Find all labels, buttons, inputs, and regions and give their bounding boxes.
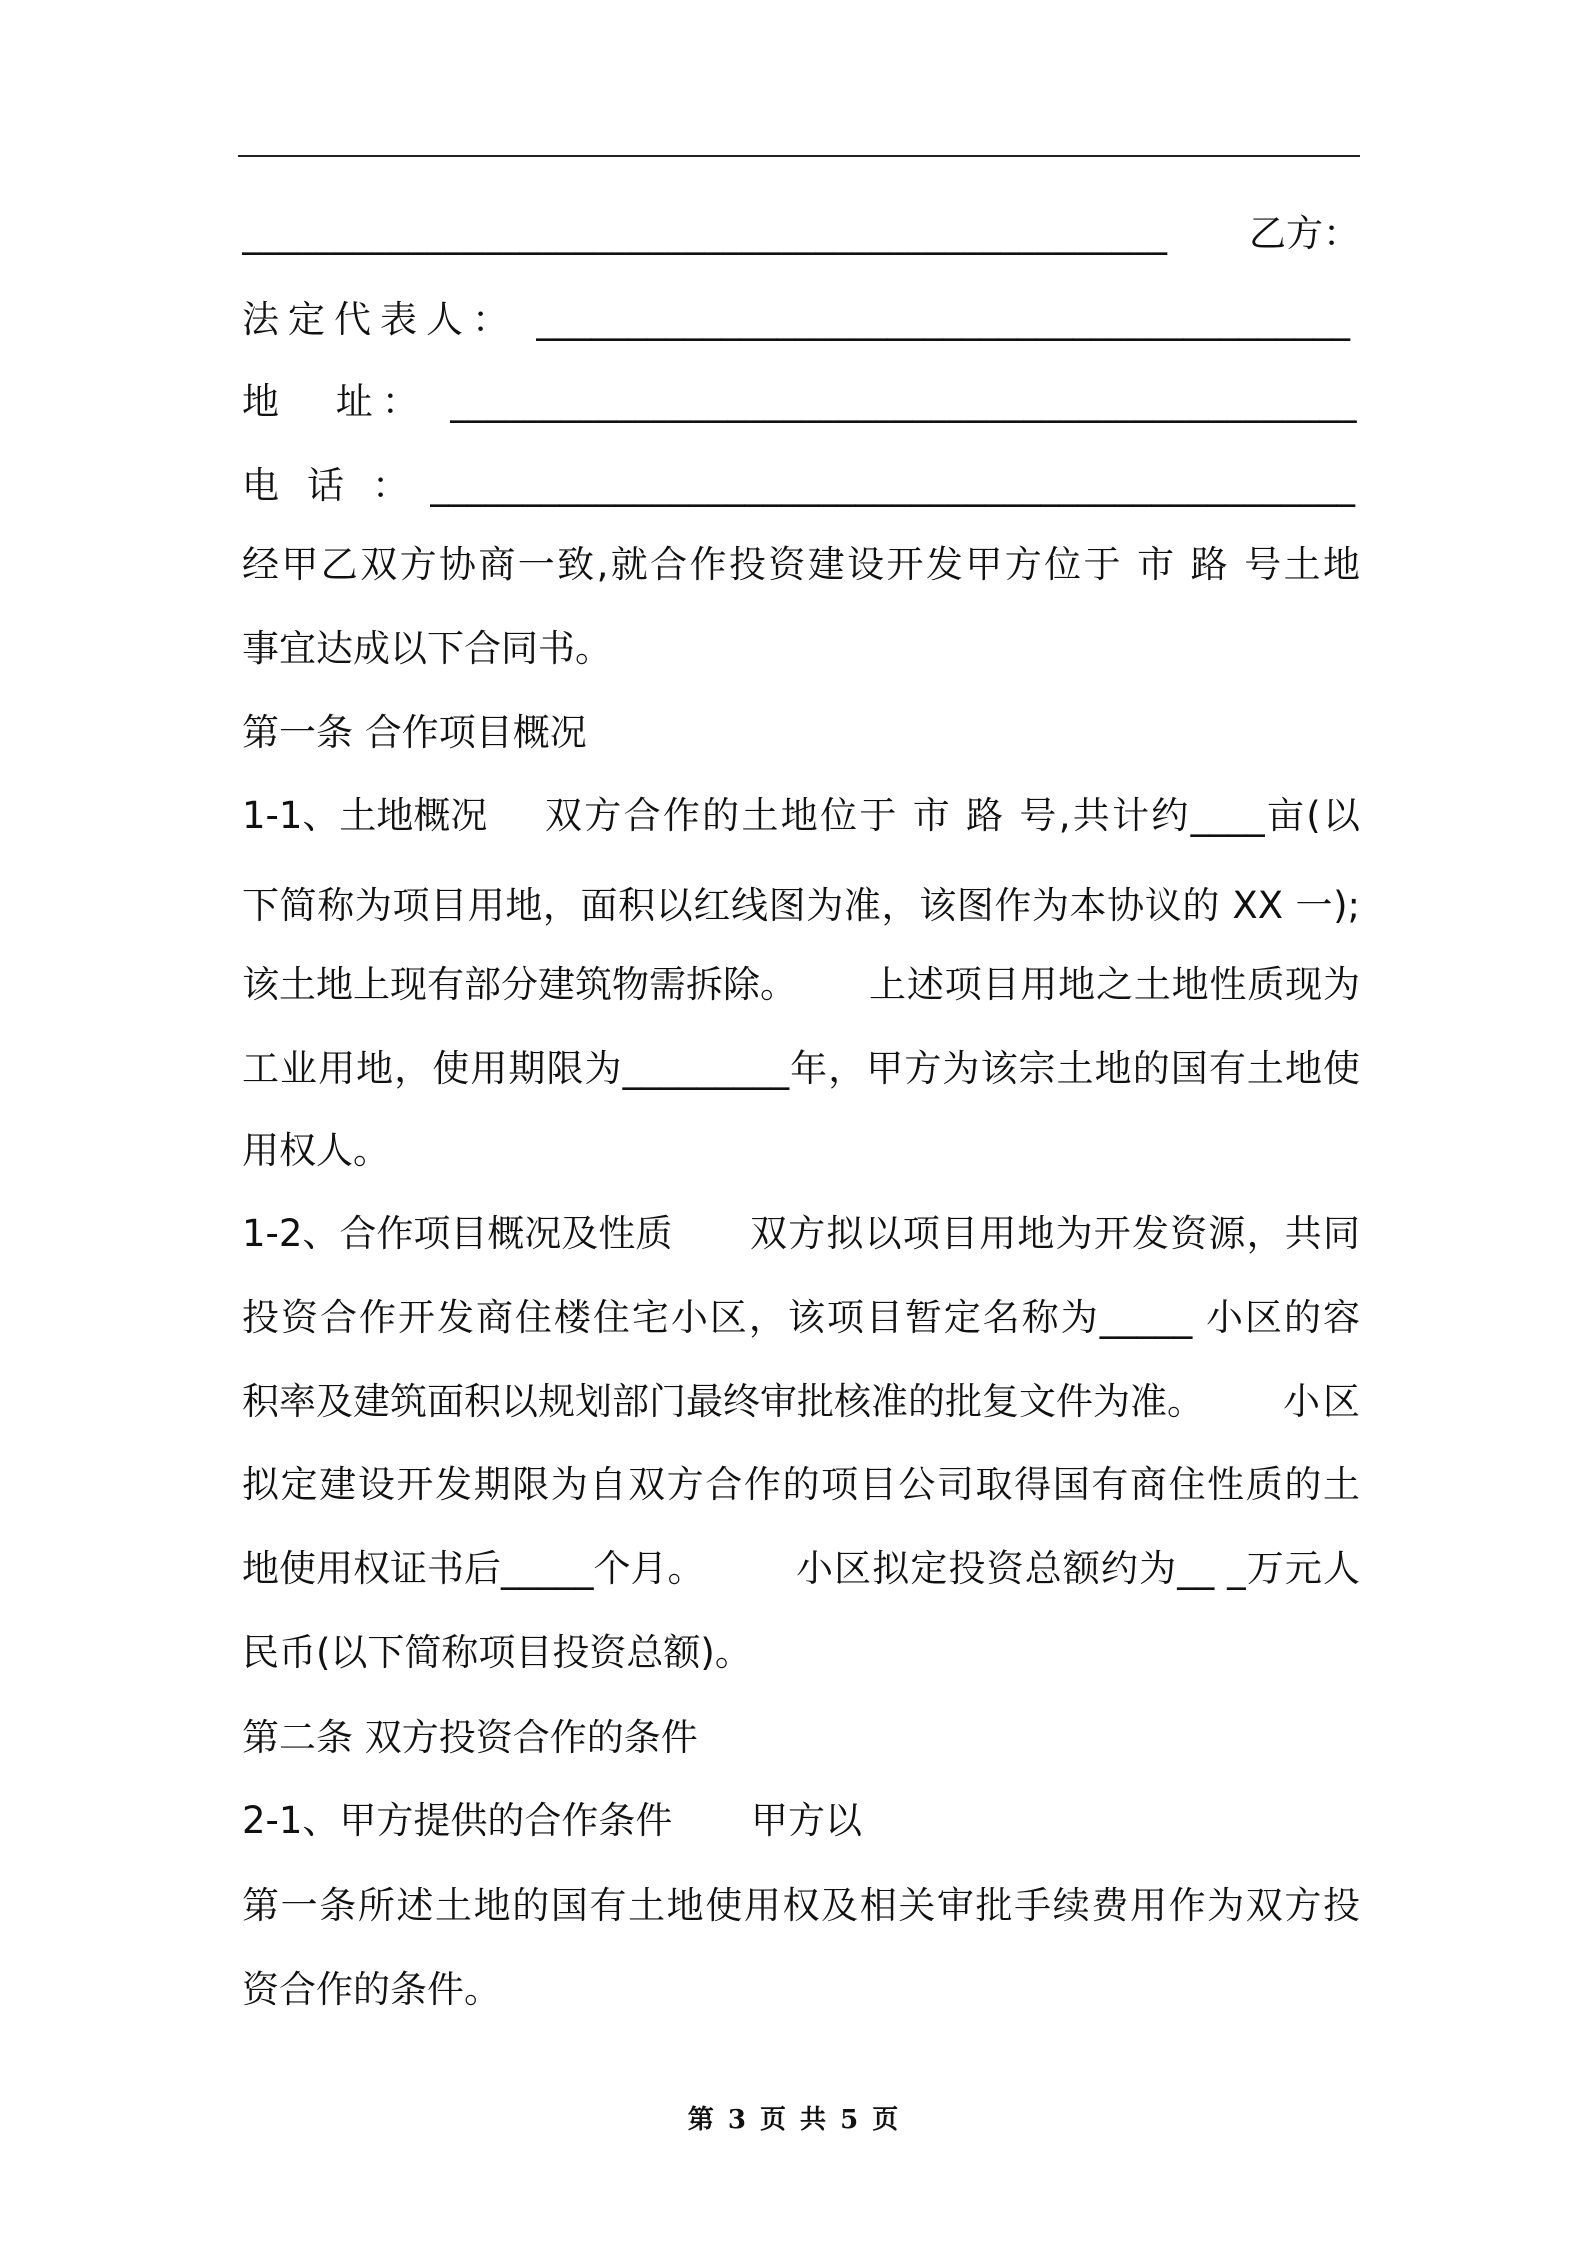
blank-field: __________________________________________________ bbox=[242, 212, 1167, 255]
clause-1-2-line-3 bbox=[242, 1372, 1360, 1432]
header-rule bbox=[238, 155, 1360, 157]
phone-line bbox=[242, 456, 1360, 516]
article-2-title: 第二条 双方投资合作的条件 bbox=[242, 1716, 698, 1759]
signature-blank-line bbox=[242, 204, 1360, 264]
clause-2-1-line-3: 资合作的条件。 bbox=[242, 1968, 501, 2011]
clause-1-2-line-6: 民币(以下简称项目投资总额)。 bbox=[242, 1631, 752, 1674]
legal-representative-line bbox=[242, 290, 1360, 350]
intro-line-1: 经甲乙双方协商一致,就合作投资建设开发甲方位于 市 路 号土地 bbox=[242, 543, 1360, 586]
phone-blank: __________________________________________________ bbox=[430, 464, 1355, 507]
clause-1-2-heading: 1-2、合作项目概况及性质 bbox=[242, 1212, 673, 1255]
legal-representative-blank: ____________________________________________ bbox=[536, 298, 1350, 341]
clause-1-1-line-1 bbox=[242, 786, 1360, 846]
clause-1-2-line-1 bbox=[242, 1204, 1360, 1264]
clause-1-1-demolition-text: 该土地上现有部分建筑物需拆除。 bbox=[242, 963, 797, 1006]
clause-2-1-heading: 2-1、甲方提供的合作条件 bbox=[242, 1799, 673, 1842]
clause-1-2-community-text: 小区 bbox=[1283, 1380, 1360, 1423]
clause-1-2-text: 双方拟以项目用地为开发资源，共同 bbox=[750, 1212, 1360, 1255]
clause-1-1-line-2: 下简称为项目用地，面积以红线图为准，该图作为本协议的 XX 一); bbox=[242, 884, 1360, 927]
page-number-footer: 第 3 页 共 5 页 bbox=[687, 2105, 899, 2135]
clause-1-1-line-5: 用权人。 bbox=[242, 1129, 390, 1172]
clause-1-2-plot-ratio-text: 积率及建筑面积以规划部门最终审批核准的批复文件为准。 bbox=[242, 1380, 1204, 1423]
clause-1-2-line-5 bbox=[242, 1539, 1360, 1599]
clause-1-2-line-2: 投资合作开发商住楼住宅小区，该项目暂定名称为_____ 小区的容 bbox=[242, 1296, 1360, 1339]
clause-2-1-line-2: 第一条所述土地的国有土地使用权及相关审批手续费用作为双方投 bbox=[242, 1884, 1360, 1927]
clause-1-2-line-4: 拟定建设开发期限为自双方合作的项目公司取得国有商住性质的土 bbox=[242, 1463, 1360, 1506]
clause-1-1-land-nature-text: 上述项目用地之土地性质现为 bbox=[869, 963, 1360, 1006]
clause-1-2-period-text: 地使用权证书后_____个月。 bbox=[242, 1547, 705, 1590]
party-b-label: 乙方： bbox=[1249, 212, 1360, 255]
clause-2-1-line-1 bbox=[242, 1791, 1360, 1851]
address-line bbox=[242, 372, 1360, 432]
clause-1-1-heading: 1-1、土地概况 bbox=[242, 794, 488, 837]
legal-representative-label: 法定代表人： bbox=[242, 298, 518, 341]
clause-1-1-line-4: 工业用地，使用期限为_________年，甲方为该宗土地的国有土地使 bbox=[242, 1047, 1360, 1090]
phone-label: 电话： bbox=[242, 464, 437, 507]
clause-1-1-line-3 bbox=[242, 955, 1360, 1015]
intro-line-2: 事宜达成以下合同书。 bbox=[242, 627, 612, 670]
clause-1-2-investment-text: 小区拟定投资总额约为__ _万元人 bbox=[796, 1547, 1360, 1590]
clause-1-1-text: 双方合作的土地位于 市 路 号,共计约____亩(以 bbox=[545, 794, 1360, 837]
clause-2-1-text: 甲方以 bbox=[751, 1799, 862, 1842]
address-blank: _________________________________________________ bbox=[450, 380, 1357, 423]
article-1-title: 第一条 合作项目概况 bbox=[242, 711, 587, 754]
address-label: 地 址： bbox=[242, 380, 428, 423]
